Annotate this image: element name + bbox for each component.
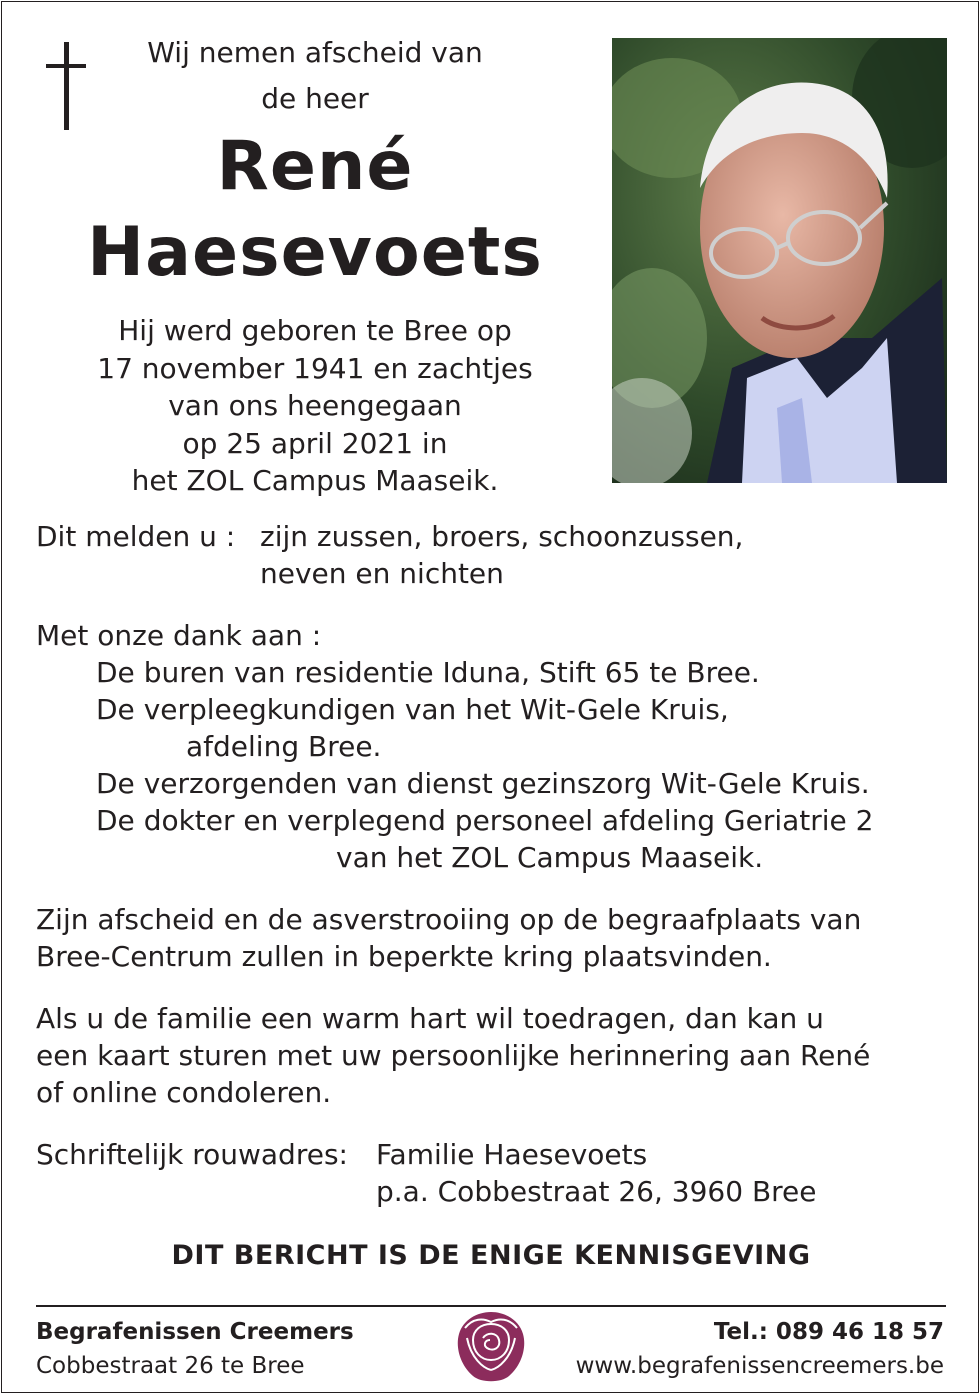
portrait-photo	[612, 38, 947, 483]
address-line-2: p.a. Cobbestraat 26, 3960 Bree	[376, 1175, 817, 1208]
deceased-first-name: René	[216, 127, 414, 206]
intro-line-2: de heer	[261, 82, 369, 115]
address-block	[36, 1136, 956, 1210]
thanks-line: afdeling Bree.	[186, 730, 382, 763]
farewell-line-2: Bree-Centrum zullen in beperkte kring plaatsvinden.	[36, 940, 772, 973]
thanks-line: De verzorgenden van dienst gezinszorg Wit-Gele Kruis.	[96, 767, 870, 800]
birth-line: het ZOL Campus Maaseik.	[131, 464, 499, 497]
address-line-1: Familie Haesevoets	[376, 1138, 648, 1171]
notice-heading: DIT BERICHT IS DE ENIGE KENNISGEVING	[171, 1240, 811, 1271]
footer-divider	[36, 1305, 946, 1307]
address-label: Schriftelijk rouwadres:	[36, 1138, 348, 1171]
footer-company-block	[36, 1315, 354, 1383]
farewell-line-1: Zijn afscheid en de asverstrooiing op de begraafplaats van	[36, 903, 862, 936]
thanks-line: van het ZOL Campus Maaseik.	[336, 841, 764, 874]
birth-line: van ons heengegaan	[168, 389, 462, 422]
company-name: Begrafenissen Creemers	[36, 1319, 354, 1345]
announce-line-2: neven en nichten	[260, 557, 504, 590]
condolence-line-2: een kaart sturen met uw persoonlijke herinnering aan René	[36, 1039, 871, 1072]
announce-block	[36, 518, 956, 592]
footer-contact-block	[576, 1315, 944, 1383]
thanks-line: De buren van residentie Iduna, Stift 65 te Bree.	[96, 656, 760, 689]
farewell-paragraph	[36, 901, 956, 975]
intro-line-1: Wij nemen afscheid van	[147, 36, 483, 69]
birth-line: Hij werd geboren te Bree op	[118, 314, 512, 347]
thanks-line: De verpleegkundigen van het Wit-Gele Kruis,	[96, 693, 729, 726]
announce-label: Dit melden u :	[36, 520, 236, 553]
condolence-paragraph	[36, 1000, 956, 1111]
announce-line-1: zijn zussen, broers, schoonzussen,	[260, 520, 744, 553]
company-phone: Tel.: 089 46 18 57	[713, 1319, 944, 1345]
body-text	[36, 518, 956, 1210]
birth-line: 17 november 1941 en zachtjes	[97, 351, 533, 385]
obituary-card	[1, 1, 979, 1393]
thanks-title: Met onze dank aan :	[36, 619, 322, 652]
condolence-line-3: of online condoleren.	[36, 1076, 332, 1109]
header-block	[32, 30, 598, 500]
company-street: Cobbestraat 26 te Bree	[36, 1353, 305, 1379]
birth-death-text	[32, 312, 598, 500]
thanks-line: De dokter en verplegend personeel afdeling Geriatrie 2	[96, 804, 874, 837]
condolence-line-1: Als u de familie een warm hart wil toedragen, dan kan u	[36, 1002, 824, 1035]
rose-logo-icon	[453, 1308, 529, 1388]
company-website[interactable]: www.begrafenissencreemers.be	[575, 1353, 944, 1379]
birth-line: op 25 april 2021 in	[182, 426, 448, 460]
deceased-last-name: Haesevoets	[87, 213, 543, 292]
